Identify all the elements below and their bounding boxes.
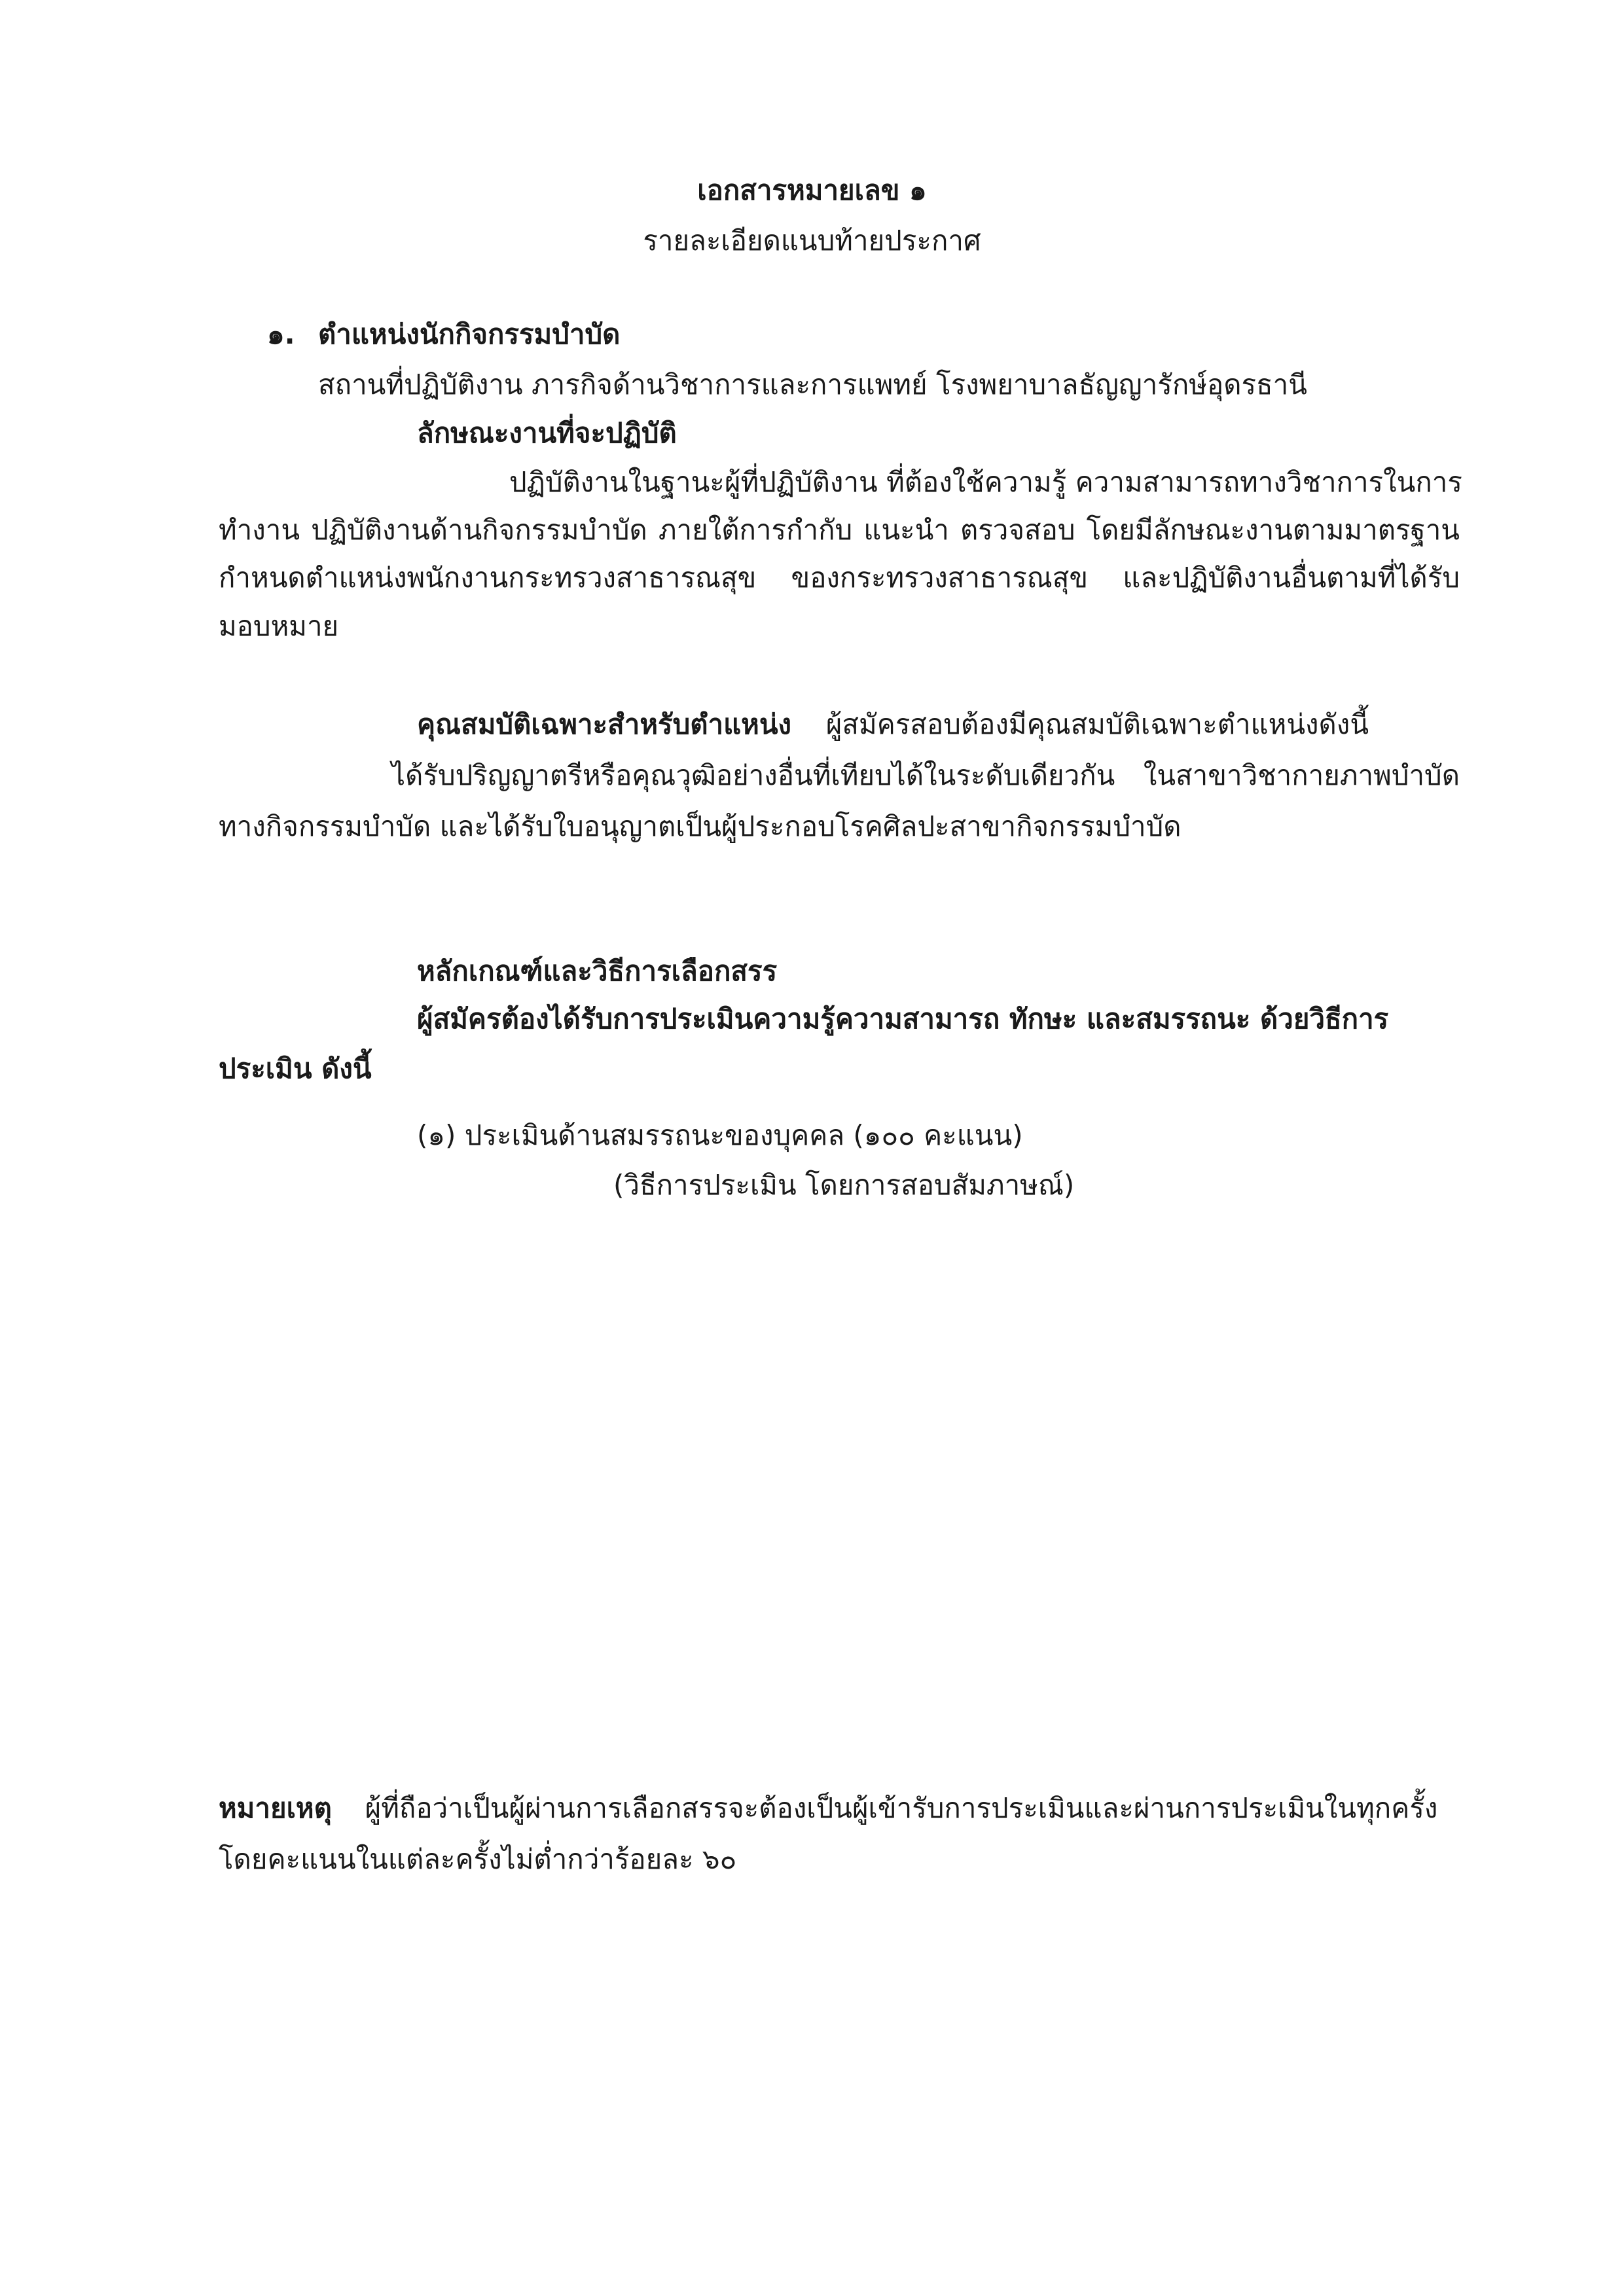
position-title: ตำแหน่งนักกิจกรรมบำบัด [318,318,621,350]
job-description-line: ทำงาน ปฏิบัติงานด้านกิจกรรมบำบัด ภายใต้การกำกับ แนะนำ ตรวจสอบ โดยมีลักษณะงานตามมาตรฐาน [219,514,1460,546]
job-description-line: มอบหมาย [219,610,339,642]
selection-intro-continued: ประเมิน ดังนี้ [219,1052,372,1085]
qualifications-line: ได้รับปริญญาตรีหรือคุณวุฒิอย่างอื่นที่เทียบได้ในระดับเดียวกัน ในสาขาวิชากายภาพบำบัด [391,759,1460,791]
note-text: ผู้ที่ถือว่าเป็นผู้ผ่านการเลือกสรรจะต้องเป็นผู้เข้ารับการประเมินและผ่านการประเมินในทุกครั้ง [365,1792,1438,1824]
selection-intro: ผู้สมัครต้องได้รับการประเมินความรู้ความสามารถ ทักษะ และสมรรถนะ ด้วยวิธีการ [417,1003,1389,1035]
evaluation-item: (๑) ประเมินด้านสมรรถนะของบุคคล (๑๐๐ คะแนน) [417,1119,1023,1151]
note-line [219,1792,1437,1825]
position-number: ๑. [267,318,295,350]
job-description-heading: ลักษณะงานที่จะปฏิบัติ [417,417,677,449]
document-number: เอกสารหมายเลข ๑ [697,174,927,206]
selection-heading: หลักเกณฑ์และวิธีการเลือกสรร [417,955,778,987]
qualifications-line: ทางกิจกรรมบำบัด และได้รับใบอนุญาตเป็นผู้ประกอบโรคศิลปะสาขากิจกรรมบำบัด [219,810,1182,842]
workplace-text: สถานที่ปฏิบัติงาน ภารกิจด้านวิชาการและการแพทย์ โรงพยาบาลธัญญารักษ์อุดรธานี [318,368,1307,401]
document-subtitle: รายละเอียดแนบท้ายประกาศ [643,224,981,257]
note-line-continued: โดยคะแนนในแต่ละครั้งไม่ต่ำกว่าร้อยละ ๖๐ [219,1843,737,1875]
job-description-line: กำหนดตำแหน่งพนักงานกระทรวงสาธารณสุข ของกระทรวงสาธารณสุข และปฏิบัติงานอื่นตามที่ได้รับ [219,562,1460,594]
qualifications-heading-line [417,708,1369,741]
qualifications-intro: ผู้สมัครสอบต้องมีคุณสมบัติเฉพาะตำแหน่งดังนี้ [825,708,1369,740]
qualifications-heading: คุณสมบัติเฉพาะสำหรับตำแหน่ง [417,708,792,740]
job-description-line: ปฏิบัติงานในฐานะผู้ที่ปฏิบัติงาน ที่ต้องใช้ความรู้ ความสามารถทางวิชาการในการ [509,466,1462,498]
note-label: หมายเหตุ [219,1792,332,1824]
evaluation-method: (วิธีการประเมิน โดยการสอบสัมภาษณ์) [613,1169,1075,1201]
